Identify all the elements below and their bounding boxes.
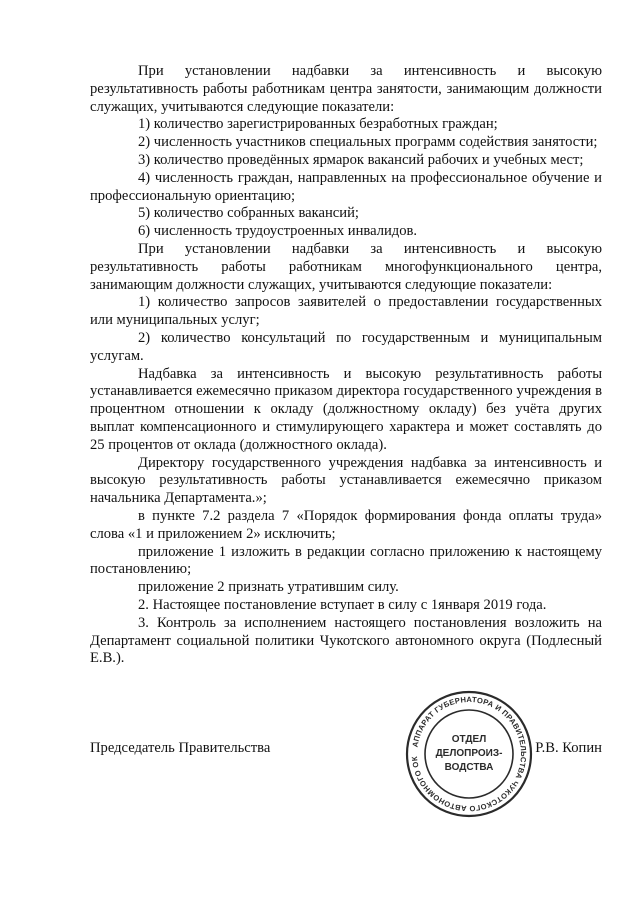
paragraph: При установлении надбавки за интенсивность и высокую результативность работы работникам центра занятости, занимающим должности служащих, учитываются следующие показатели: [90,63,602,115]
paragraph: в пункте 7.2 раздела 7 «Порядок формирования фонда оплаты труда» слова «1 и приложением 2» исключить; [90,507,602,542]
paragraph: 5) количество собранных вакансий; [138,205,359,222]
document-body [90,63,602,668]
paragraph: 4) численность граждан, направленных на профессиональное обучение и профессиональную ориентацию; [90,169,602,204]
stamp-seal-icon [405,690,533,818]
paragraph: Надбавка за интенсивность и высокую результативность работы устанавливается ежемесячно приказом директора государственного учреждения в процентном отношении к окладу (должностному окладу) без учёта других выплат компенсационного и стимулирующего характера и может составлять до 25 процентов от оклада (должностного оклада). [90,365,602,453]
official-stamp [405,690,533,818]
paragraph: приложение 2 признать утратившим силу. [138,579,399,596]
paragraph: Директору государственного учреждения надбавка за интенсивность и высокую результативность работы устанавливается ежемесячно приказом начальника Департамента.»; [90,454,602,507]
paragraph: 6) численность трудоустроенных инвалидов. [138,223,418,240]
paragraph: 2. Настоящее постановление вступает в силу с 1января 2019 года. [138,596,547,613]
signatory-title: Председатель Правительства [90,740,271,756]
paragraph: 2) численность участников специальных программ содействия занятости; [138,134,598,151]
paragraph: 3. Контроль за исполнением настоящего постановления возложить на Департамент социальной политики Чукотского автономного округа (Подлесный Е.В.). [90,614,602,667]
paragraph: При установлении надбавки за интенсивность и высокую результативность работы работникам многофункционального центра, занимающим должности служащих, учитываются следующие показатели: [90,240,602,293]
stamp-center-line: ОТДЕЛ [451,734,487,745]
stamp-center-line: ДЕЛОПРОИЗ- [435,748,503,759]
stamp-center-line: ВОДСТВА [444,762,494,773]
signatory-name: Р.В. Копин [535,740,602,756]
paragraph: 1) количество запросов заявителей о предоставлении государственных или муниципальных услуг; [90,294,602,329]
stamp-ring-text: АППАРАТ ГУБЕРНАТОРА И ПРАВИТЕЛЬСТВА ЧУКОТСКОГО АВТОНОМНОГО ОК [410,694,529,814]
paragraph: 1) количество зарегистрированных безработных граждан; [138,116,498,133]
paragraph: приложение 1 изложить в редакции согласно приложению к настоящему постановлению; [90,543,602,578]
paragraph: 2) количество консультаций по государственным и муниципальным услугам. [90,329,602,364]
paragraph: 3) количество проведённых ярмарок вакансий рабочих и учебных мест; [138,151,584,168]
